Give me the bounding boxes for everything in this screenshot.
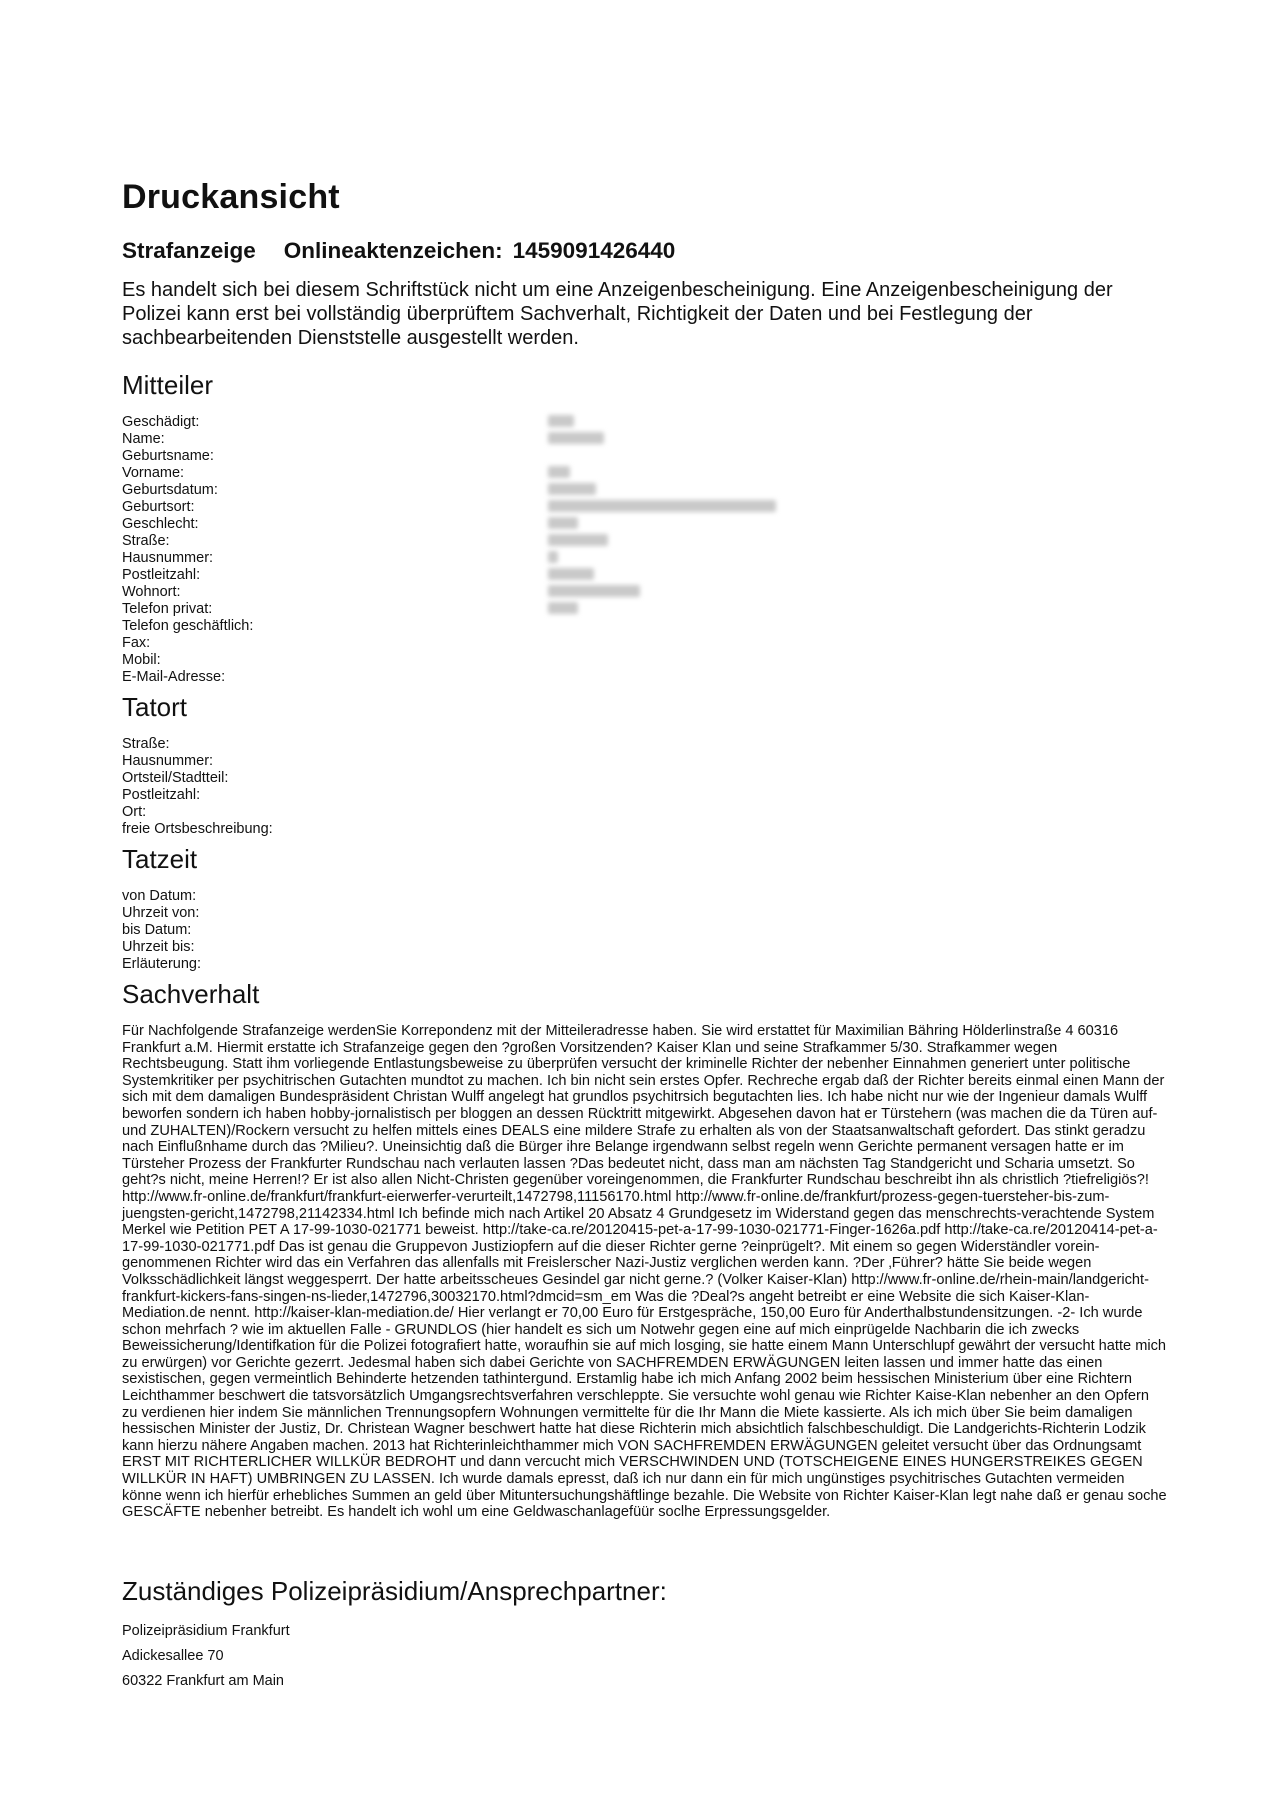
section-heading-tatzeit: Tatzeit xyxy=(122,844,198,874)
field-label: Telefon privat: xyxy=(122,601,213,617)
field-label: Erläuterung: xyxy=(122,956,201,972)
field-label: Geburtsort: xyxy=(122,499,195,515)
tatort-fields xyxy=(122,736,273,838)
field-label: von Datum: xyxy=(122,888,197,904)
section-heading-mitteiler: Mitteiler xyxy=(122,370,214,400)
field-label: E-Mail-Adresse: xyxy=(122,669,226,685)
redacted-value xyxy=(548,483,596,495)
redacted-value xyxy=(548,466,570,478)
redacted-value xyxy=(548,500,776,512)
field-label: Hausnummer: xyxy=(122,550,214,566)
field-label: Mobil: xyxy=(122,652,161,668)
case-number: 1459091426440 xyxy=(512,238,676,263)
address-line: Adickesallee 70 xyxy=(122,1648,224,1664)
redacted-value xyxy=(548,568,594,580)
address-line: 60322 Frankfurt am Main xyxy=(122,1673,284,1689)
section-heading-tatort: Tatort xyxy=(122,692,188,722)
redacted-value xyxy=(548,534,608,546)
field-label: Straße: xyxy=(122,736,170,752)
case-subtitle xyxy=(122,238,675,264)
field-label: Wohnort: xyxy=(122,584,181,600)
redacted-value xyxy=(548,585,640,597)
field-label: Postleitzahl: xyxy=(122,787,201,803)
field-label: Uhrzeit von: xyxy=(122,905,200,921)
sachverhalt-text: Für Nachfolgende Strafanzeige werdenSie Korrepondenz mit der Mitteileradresse haben. Sie wird erstattet für Maximilian Bähring Hölderlinstraße 4 60316 Frankfurt a.M. Hiermit erstatte ich Strafanzeige gegen den ?großen Vorsitzenden? Kaiser Klan und seine Strafkammer 5/30. Strafkammer wegen Rechtsbeugung. Statt ihm vorliegende Entlastungsbeweise zu überprüfen versucht der kriminelle Richter der nebenher Einnahmen generiert unter politische Systemkritiker per psychitrischen Gutachten mundtot zu machen. Ich bin nicht sein erstes Opfer. Rechreche ergab daß der Richter bereits einmal einen Mann der sich mit dem damaligen Bundespräsident Christan Wulff angelegt hat grundlos psychitrsich begutachten lies. Ich habe nicht nur wie der Ingenieur damals Wulff beworfen sondern ich haben hobby-jornalistisch per bloggen an dessen Rücktritt mitgewirkt. Abgesehen davon hat er Türstehern (was machen die da Türen auf- und ZUHALTEN)/Rockern versucht zu helfen mittels eines DEALS eine mildere Strafe zu erhalten als von der Staatsanwaltschaft gefordert. Das stinkt geradzu nach Einflußnhame durch das ?Milieu?. Uneinsichtig daß die Bürger ihre Belange irgendwann selbst regeln wenn Gerichte permanent versagen hatte er im Türsteher Prozess der Frankfurter Rundschau nach verlauten lassen ?Das bedeutet nicht, dass man am nächsten Tag Standgericht und Scharia umsetzt. So geht?s nicht, meine Herren!? Er ist also allen Nicht-Christen gegenüber voreingenommen, die Frankfurter Rundschau beschreibt ihn als christlich ?tiefreligiös?! http://www.fr-online.de/frankfurt/frankfurt-eierwerfer-verurteilt,1472798,11156170.html http://www.fr-online.de/frankfurt/prozess-gegen-tuersteher-bis-zum-juengsten-gericht,1472798,21142334.html Ich befinde mich nach Artikel 20 Absatz 4 Grundgesetz im Widerstand gegen das menschrechts-verachtende System Merkel wie Petition PET A 17-99-1030-021771 beweist. http://take-ca.re/20120415-pet-a-17-99-1030-021771-Finger-1626a.pdf http://take-ca.re/20120414-pet-a-17-99-1030-021771.pdf Das ist genau die Gruppevon Justiziopfern auf die dieser Richter gerne ?einprügelt?. Mit einem so gegen Widerständler vorein-genommenen Richter wird das ein Verfahren das allenfalls mit Freislerscher Nazi-Justiz verglichen werden kann. ?Der ‚Führer? hätte Sie beide wegen Volksschädlichkeit längst weggesperrt. Der hatte arbeitsscheues Gesindel gar nicht gerne.? (Volker Kaiser-Klan) http://www.fr-online.de/rhein-main/landgericht-frankfurt-kickers-fans-singen-ns-lieder,1472796,30032170.html?dmcid=sm_em Was die ?Deal?s angeht betreibt er eine Website die sich Kaiser-Klan-Mediation.de nennt. http://kaiser-klan-mediation.de/ Hier verlangt er 70,00 Euro für Erstgespräche, 150,00 Euro für Anderthalbstundensitzungen. -2- Ich wurde schon mehrfach ? wie im aktuellen Falle - GRUNDLOS (hier handelt es sich um Notwehr gegen eine auf mich einprügelde Nachbarin die ich zwecks Beweissicherung/Identifkation für die Polizei fotografiert hatte, woraufhin sie auf mich losging, sie hatte einem Mann Unterschlupf gewährt der versucht hatte mich zu erwürgen) vor Gerichte gezerrt. Jedesmal haben sich dabei Gerichte von SACHFREMDEN ERWÄGUNGEN leiten lassen und immer hatte das einen sexistischen, gegen vermeintlich Behinderte hetzenden tathintergund. Erstamlig habe ich mich Anfang 2002 beim hessischen Ministerium über eine Richtern Leichthammer beschwert die tatsvorsätzlich Umgangsrechtsverfahren verschleppte. Sie versuchte wohl genau wie Richter Kaise-Klan nebenher an den Opfern zu verdienen hier indem Sie männlichen Trennungsopfern Wohnungen vermittelte für die Ihr Mann die Miete kassierte. Als ich mich über Sie beim damaligen hessischen Minister der Justiz, Dr. Christean Wagner beschwert hatte hat diese Richterin mich absichtlich falschbeschuldigt. Die Landgerichts-Richterin Lodzik kann hierzu nähere Angaben machen. 2013 hat Richterinleichthammer mich VON SACHFREMDEN ERWÄGUNGEN geleitet versucht über das Ordnungsamt ERST MIT RICHTERLICHER WILLKÜR BEDROHT und dann vercucht mich VERSCHWINDEN UND (TOTSCHEIGENE EINES HUNGERSTREIKES GEGEN WILLKÜR IN HAFT) UMBRINGEN ZU LASSEN. Ich wurde damals epresst, daß ich nur dann ein für mich ungünstiges psychitrisches Gutachten vermeiden könne wenn ich hierfür erhebliches Summen an geld über Mituntersuchungshäftlinge bezahle. Die Website von Richter Kaiser-Klan legt nahe daß er genau soche GESCÄFTE nebenher betreibt. Es handelt ich wohl um eine Geldwaschanlagefüür soclhe Erpressungsgelder. xyxy=(122,1023,1167,1521)
case-number-label: Onlineaktenzeichen: xyxy=(283,238,503,263)
field-label: Postleitzahl: xyxy=(122,567,201,583)
field-label: Straße: xyxy=(122,533,170,549)
redacted-value xyxy=(548,415,574,427)
mitteiler-fields xyxy=(122,414,253,686)
field-label: Telefon geschäftlich: xyxy=(122,618,254,634)
redacted-value xyxy=(548,517,578,529)
field-label: Geschlecht: xyxy=(122,516,199,532)
case-type: Strafanzeige xyxy=(122,238,256,263)
redacted-value xyxy=(548,432,604,444)
field-label: bis Datum: xyxy=(122,922,192,938)
section-heading-polizei: Zuständiges Polizeipräsidium/Ansprechpartner: xyxy=(122,1576,667,1606)
field-label: Hausnummer: xyxy=(122,753,214,769)
field-label: Ort: xyxy=(122,804,147,820)
address-line: Polizeipräsidium Frankfurt xyxy=(122,1623,290,1639)
field-label: Vorname: xyxy=(122,465,185,481)
field-label: Ortsteil/Stadtteil: xyxy=(122,770,229,786)
section-heading-sachverhalt: Sachverhalt xyxy=(122,979,260,1009)
field-label: Fax: xyxy=(122,635,151,651)
field-label: Name: xyxy=(122,431,165,447)
tatzeit-fields xyxy=(122,888,201,973)
intro-notice: Es handelt sich bei diesem Schriftstück nicht um eine Anzeigenbescheinigung. Eine Anzeigenbescheinigung der Polizei kann erst bei vollständig überprüftem Sachverhalt, Richtigkeit der Daten und bei Festlegung der sachbearbeitenden Dienststelle ausgestellt werden. xyxy=(122,279,1113,349)
redacted-value xyxy=(548,602,578,614)
field-label: Geschädigt: xyxy=(122,414,200,430)
field-label: Geburtsname: xyxy=(122,448,214,464)
redacted-value xyxy=(548,551,558,563)
police-address xyxy=(122,1623,290,1698)
page-title: Druckansicht xyxy=(122,178,340,216)
redacted-values xyxy=(548,415,798,615)
field-label: Geburtsdatum: xyxy=(122,482,218,498)
field-label: freie Ortsbeschreibung: xyxy=(122,821,273,837)
field-label: Uhrzeit bis: xyxy=(122,939,195,955)
